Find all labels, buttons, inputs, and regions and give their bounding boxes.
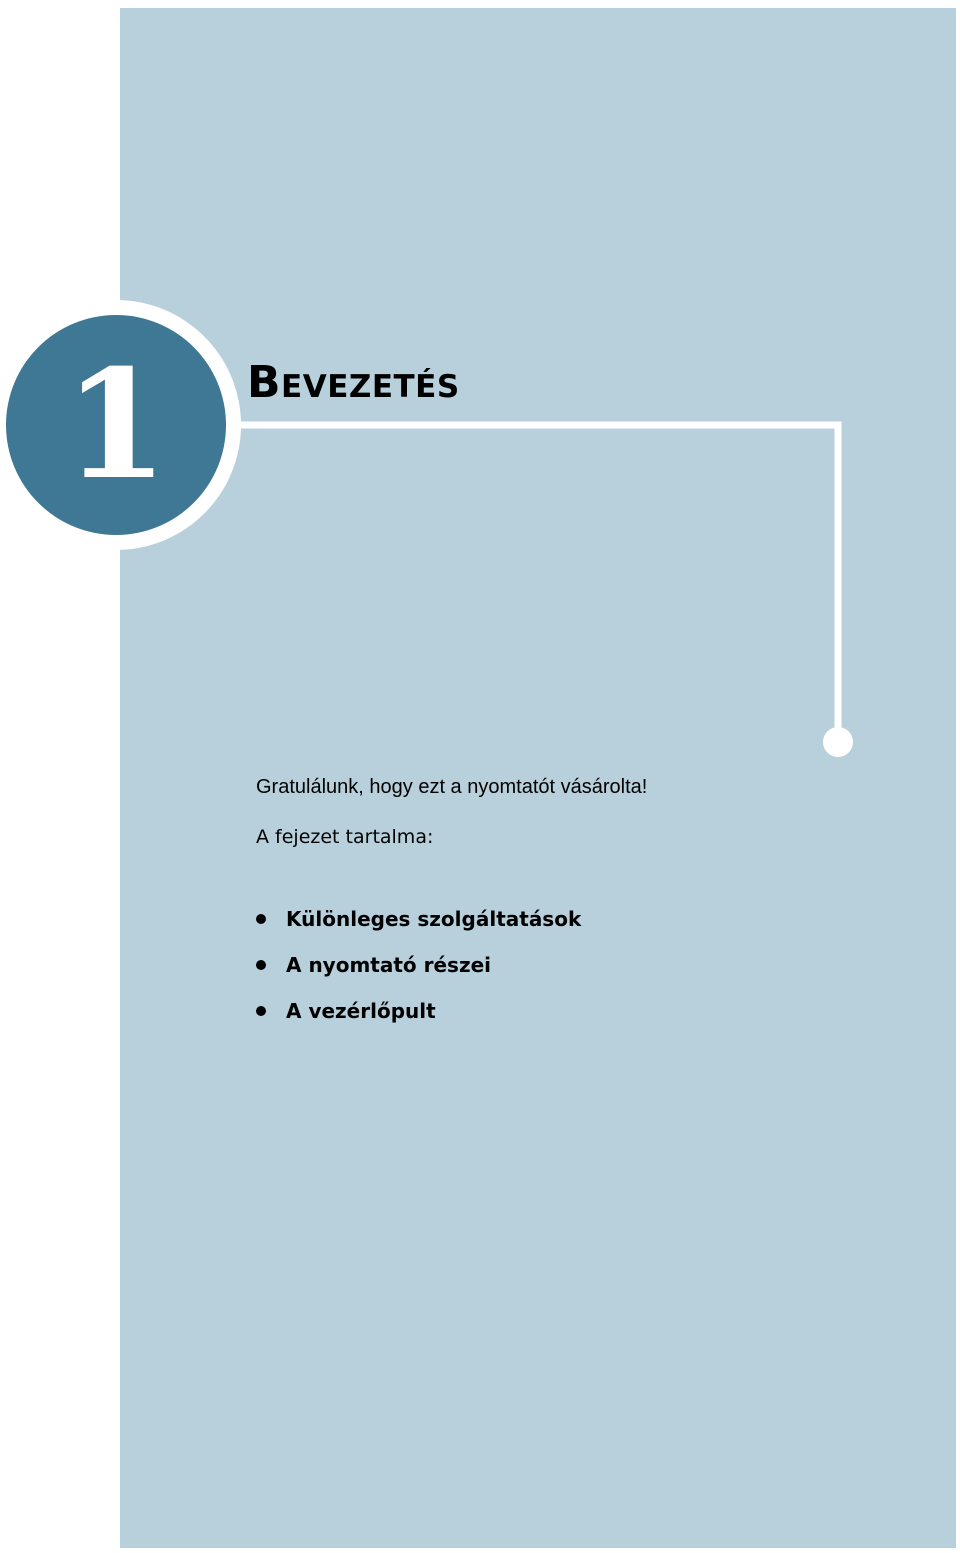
toc-list <box>256 896 581 1034</box>
bullet-icon <box>256 960 266 970</box>
bullet-icon <box>256 914 266 924</box>
toc-item-label: A nyomtató részei <box>286 953 492 977</box>
toc-item-features <box>256 896 581 942</box>
title-connector-line <box>236 425 838 740</box>
connector-end-dot <box>823 727 853 757</box>
chapter-number: 1 <box>63 337 169 513</box>
toc-item-control-panel <box>256 988 581 1034</box>
toc-heading: A fejezet tartalma: <box>256 826 434 848</box>
bullet-icon <box>256 1006 266 1016</box>
toc-item-printer-parts <box>256 942 581 988</box>
chapter-title: Bevezetés <box>247 357 460 408</box>
toc-item-label: A vezérlőpult <box>286 999 436 1023</box>
toc-item-label: Különleges szolgáltatások <box>286 907 582 931</box>
intro-text: Gratulálunk, hogy ezt a nyomtatót vásárolta! <box>256 776 648 798</box>
